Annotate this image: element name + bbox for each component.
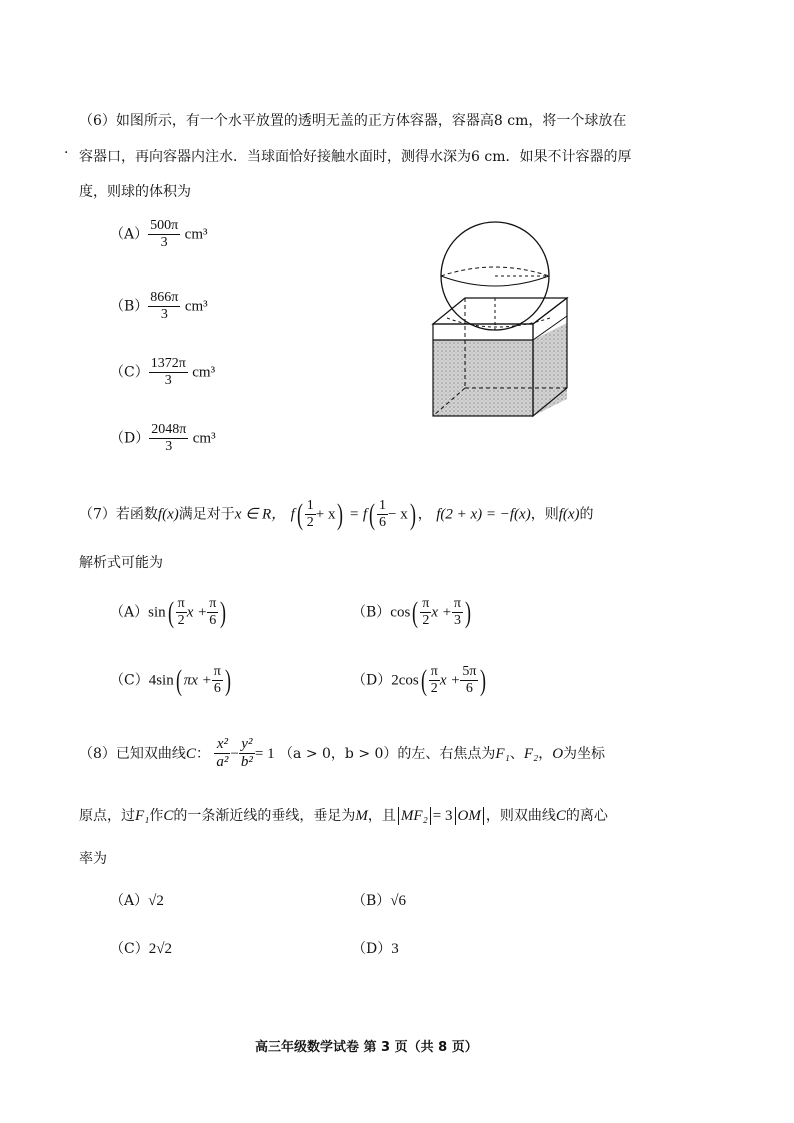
q6-option-a: （A） $\frac{500\pi}{3}$ cm³ (110, 218, 208, 251)
page-footer: 高三年级数学试卷 第 3 页（共 8 页） (255, 1040, 478, 1055)
q7-option-d: （D）2cos( $\frac{\pi}{2}$ x + $\frac{5\pi}{6}$ ) (352, 663, 487, 697)
q6-option-b: （B） $\frac{866\pi}{3}$ cm³ (110, 290, 208, 323)
q6-option-c: （C） $\frac{1372\pi}{3}$ cm³ (110, 356, 216, 389)
q6-line-3: 度，则球的体积为 (79, 184, 191, 200)
q7-option-c: （C）4sin( πx + $\frac{\pi}{6}$ ) (110, 663, 231, 697)
option-label: （B） (110, 298, 149, 315)
q8-line-3: 率为 (79, 851, 107, 867)
option-label: （A） (110, 226, 149, 243)
q6-line-2: 容器口，再向容器内注水．当球面恰好接触水面时，测得水深为6 cm．如果不计容器的厚 (79, 149, 632, 165)
q7-option-b: （B）cos( $\frac{\pi}{2}$ x + $\frac{\pi}{3}$ ) (352, 595, 471, 629)
q8-option-c: （C）2√2 (110, 941, 172, 957)
water-front (433, 340, 533, 416)
option-label: （D） (110, 430, 150, 447)
q7-line-2: 解析式可能为 (79, 555, 163, 571)
q8-option-d: （D）3 (352, 941, 399, 957)
q8-option-a: （A）√2 (110, 893, 164, 909)
q8-line-2: 原点，过F₁作C的一条渐近线的垂线，垂足为M，且 MF₂ = 3 OM ，则双曲线C的离心 (79, 808, 608, 824)
option-label: （C） (110, 364, 149, 381)
q6-line-1: （6）如图所示，有一个水平放置的透明无盖的正方体容器，容器高8 cm，将一个球放在 (79, 113, 627, 129)
sphere-cube-figure (425, 218, 585, 428)
scan-dot: · (64, 145, 69, 161)
q7-option-a: （A）sin( $\frac{\pi}{2}$ x + $\frac{\pi}{6}$ ) (110, 595, 227, 629)
q8-line-1: （8）已知双曲线C： $\frac{\text{x²}}{\text{a²}}$ − $\frac{\text{y²}}{\text{b²}}$ = 1 （a > 0，b > 0）的左、右焦点为F₁、F₂，O为坐标 (79, 736, 606, 771)
q7-line-1: （7）若函数f(x)满足对于x ∈ R， f( $\frac{1}{2}$ + x) = f( $\frac{1}{6}$ − x) ， f(2 + x) = −f(x)，则f(x)的 (79, 497, 594, 531)
q8-option-b: （B）√6 (352, 893, 407, 909)
q6-option-d: （D） $\frac{2048\pi}{3}$ cm³ (110, 422, 216, 455)
